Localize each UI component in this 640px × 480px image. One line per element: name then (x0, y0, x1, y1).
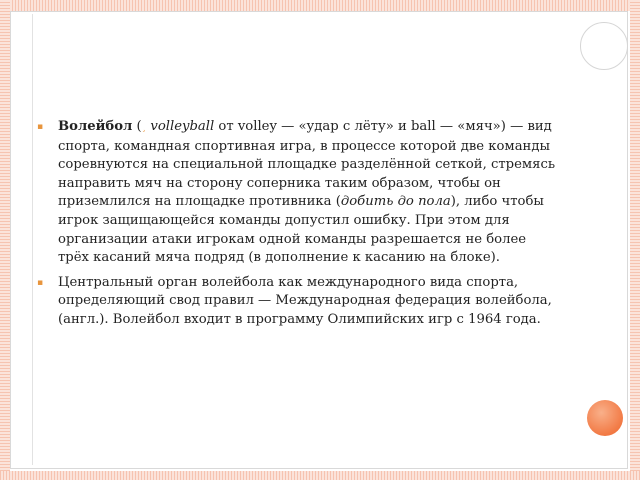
open-paren: ( (136, 119, 142, 134)
bullet-icon: ▪ (37, 122, 44, 132)
slide-body (37, 118, 557, 336)
decorative-circle-outline (580, 22, 628, 70)
bullet-paragraph-1 (37, 118, 557, 268)
language-link-icon[interactable]: ¸ (141, 123, 147, 133)
decorative-stripe-top (0, 0, 640, 11)
paragraph-1-italic: добить до пола (340, 194, 451, 210)
paragraph-1-text: от volley — «удар с лёту» и ball — «мяч») — вид спорта, командная спортивная игра, в процессе которой две команды соревнуются на специальной площадке разделённой сеткой, стремясь направить мяч на сторону соперника таким образом, чтобы он приземлился на площадке противника ( (58, 119, 556, 210)
decorative-stripe-right (630, 0, 640, 480)
decorative-stripe-bottom (0, 471, 640, 480)
paragraph-2-text: Центральный орган волейбола как международного вида спорта, определяющий свод правил — Международная федерация волейбола, (англ.). Волейбол входит в программу Олимпийских игр с 1964 года. (58, 274, 552, 327)
term-volleyball: Волейбол (58, 119, 133, 134)
bullet-paragraph-2 (37, 274, 557, 330)
english-word: volleyball (150, 119, 215, 134)
paragraph-1-end: ), либо чтобы игрок защищающейся команды допустил ошибку. При этом для организации атаки игрокам одной команды разрешается не более трёх касаний мяча подряд (в дополнение к касанию на блоке). (58, 194, 544, 266)
bullet-icon: ▪ (37, 277, 44, 288)
vertical-divider (32, 14, 33, 465)
decorative-circle-orange (587, 400, 623, 436)
decorative-stripe-left (0, 0, 10, 480)
